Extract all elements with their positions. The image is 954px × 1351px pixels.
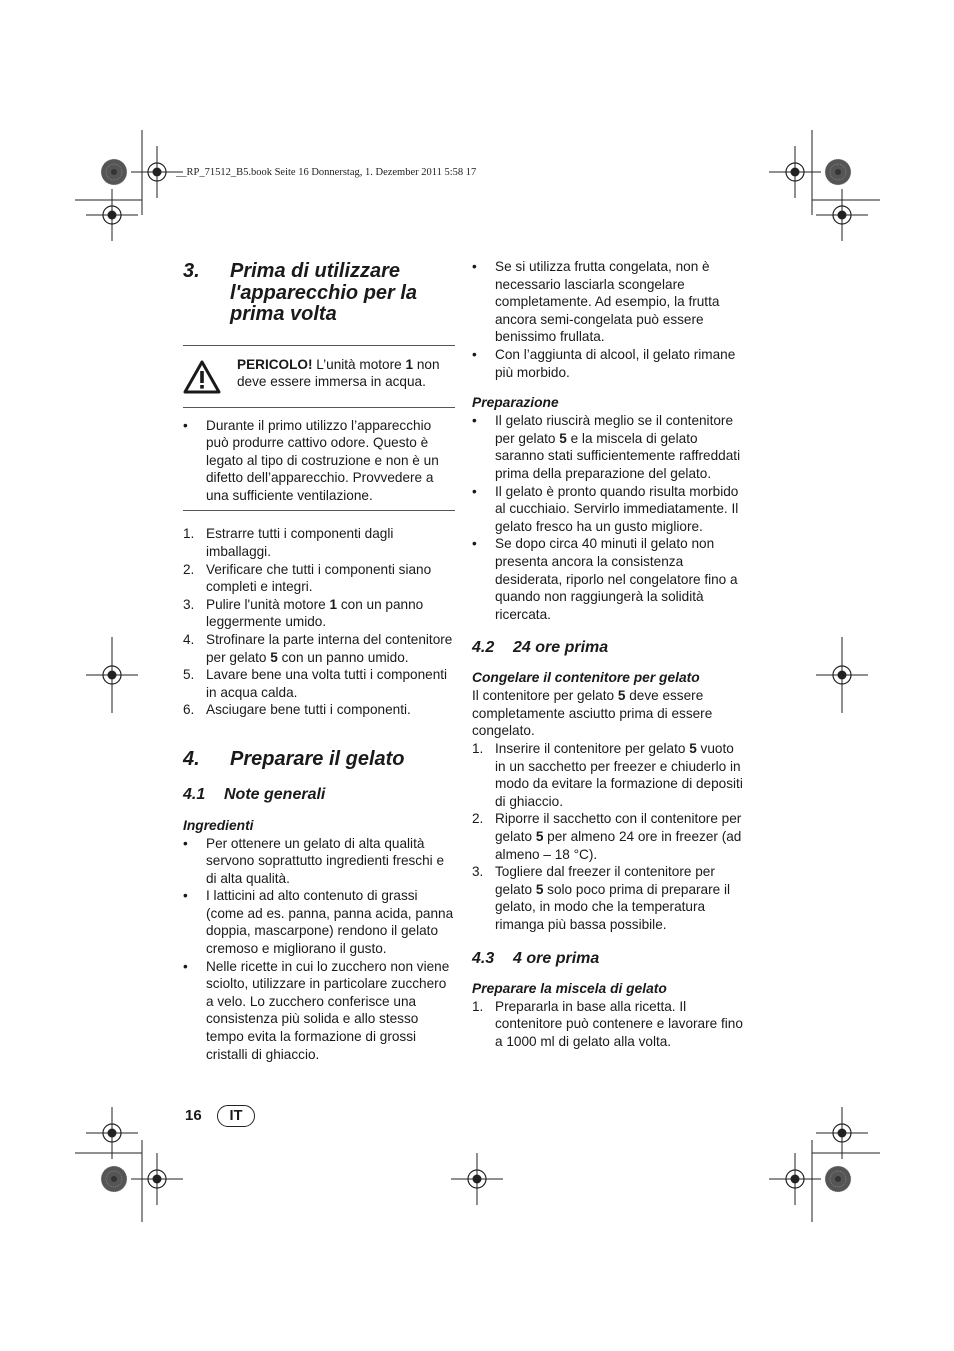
subsection-4-2-title: 24 ore prima	[513, 639, 609, 657]
unpacking-steps	[183, 525, 455, 719]
ingredients-list	[183, 835, 455, 1064]
freeze-container-heading: Congelare il contenitore per gelato	[472, 670, 700, 686]
section-4-heading	[183, 749, 455, 771]
list-item: 2. Verificare che tutti i componenti siano completi e integri.	[183, 561, 432, 595]
subsection-4-3-number: 4.3	[472, 949, 495, 967]
list-item: 5. Lavare bene una volta tutti i componenti in acqua calda.	[183, 667, 448, 700]
list-item: • Il gelato riuscirà meglio se il contenitore per gelato 5 e la miscela di gelato saranno stati sufficientemente raffreddati prima della preparazione del gelato.	[472, 413, 741, 481]
divider	[183, 510, 455, 511]
warning-part-number: 1	[405, 356, 414, 372]
section-3-number: 3.	[183, 260, 200, 282]
list-item: • Per ottenere un gelato di alta qualità servono soprattutto ingredienti freschi e di alta qualità.	[183, 835, 445, 886]
list-item: • Se dopo circa 40 minuti il gelato non presenta ancora la consistenza desiderata, riporlo nel congelatore fino a quando non raggiungerà la solidità ricercata.	[472, 536, 738, 622]
section-3-title: Prima di utilizzare l'apparecchio per la prima volta	[230, 260, 418, 325]
subsection-4-3-heading	[472, 949, 747, 969]
right-column	[472, 258, 747, 1050]
list-item: • Con l’aggiunta di alcool, il gelato rimane più morbido.	[472, 346, 736, 380]
subsection-4-1-number: 4.1	[183, 785, 206, 803]
divider	[183, 407, 455, 408]
freeze-steps	[472, 740, 747, 934]
section-3-heading	[183, 261, 455, 326]
left-column	[183, 258, 455, 1063]
list-item: • Il gelato è pronto quando risulta morbido al cucchiaio. Servirlo immediatamente. Il gelato fresco ha un gusto migliore.	[472, 483, 739, 534]
subsection-4-1-title: Note generali	[224, 785, 326, 803]
warning-text-post: non deve essere immersa in acqua.	[237, 356, 440, 390]
warning-label: PERICOLO!	[237, 356, 313, 372]
page-number: 16	[185, 1107, 202, 1124]
print-slug: __RP_71512_B5.book Seite 16 Donnerstag, 1. Dezember 2011 5:58 17	[176, 167, 477, 178]
list-item: • I latticini ad alto contenuto di grassi (come ad es. panna, panna acida, panna doppia, mascarpone) rendono il gelato cremoso e migliorano il gusto.	[183, 888, 454, 957]
list-item: 1. Inserire il contenitore per gelato 5 vuoto in un sacchetto per freezer e chiuderlo in modo da evitare la formazione di depositi di ghiaccio.	[472, 741, 743, 809]
list-item: • Durante il primo utilizzo l’apparecchio può produrre cattivo odore. Questo è legato al tipo di costruzione e non è un difetto dell’apparecchio. Provvedere a una sufficiente ventilazione.	[183, 417, 439, 503]
subsection-4-2-number: 4.2	[472, 639, 495, 657]
ingredients-list-continued	[472, 258, 747, 381]
prepare-mix-heading: Preparare la miscela di gelato	[472, 980, 667, 996]
preparation-heading: Preparazione	[472, 395, 559, 411]
first-use-notes	[183, 417, 455, 505]
list-item: • Nelle ricette in cui lo zucchero non viene sciolto, utilizzare in particolare zucchero a velo. Lo zucchero conferisce una consistenza più solida e allo stesso tempo evita la formazione di grossi cristalli di ghiaccio.	[183, 958, 450, 1062]
subsection-4-3-title: 4 ore prima	[513, 949, 600, 967]
subsection-4-2-heading	[472, 638, 747, 658]
list-item: 6. Asciugare bene tutti i componenti.	[183, 702, 411, 718]
list-item: 2. Riporre il sacchetto con il contenitore per gelato 5 per almeno 24 ore in freezer (ad almeno – 18 °C).	[472, 811, 742, 862]
list-item: 1. Estrarre tutti i componenti dagli imballaggi.	[183, 526, 394, 560]
divider	[183, 345, 455, 346]
list-item: • Se si utilizza frutta congelata, non è necessario lasciarla scongelare completamente. Ad esempio, la frutta ancora semi-congelata può essere benissimo frullata.	[472, 259, 720, 345]
list-item: 3. Pulire l'unità motore 1 con un panno leggermente umido.	[183, 596, 424, 630]
ingredients-heading: Ingredienti	[183, 817, 254, 833]
list-item: 1. Prepararla in base alla ricetta. Il contenitore può contenere e lavorare fino a 1000 ml di gelato alla volta.	[472, 998, 743, 1049]
prepare-mix-steps	[472, 998, 747, 1051]
list-item: 3. Togliere dal freezer il contenitore per gelato 5 solo poco prima di preparare il gelato, in modo che la temperatura rimanga più bassa possibile.	[472, 864, 731, 932]
danger-warning	[183, 356, 455, 394]
list-item: 4. Strofinare la parte interna del contenitore per gelato 5 con un panno umido.	[183, 632, 453, 665]
language-badge: IT	[217, 1105, 255, 1127]
warning-text-pre: L’unità motore	[312, 356, 406, 372]
warning-triangle-icon	[183, 360, 221, 394]
freeze-container-intro: Il contenitore per gelato 5 deve essere completamente asciutto prima di essere congelato.	[472, 688, 713, 739]
first-use-note: Durante il primo utilizzo l’apparecchio può produrre cattivo odore. Questo è legato al tipo di costruzione e non è un difetto dell’apparecchio. Provvedere a una sufficiente ventilazione.	[206, 417, 439, 503]
section-4-number: 4.	[183, 748, 200, 770]
section-4-title: Preparare il gelato	[230, 748, 405, 770]
subsection-4-1-heading	[183, 785, 455, 805]
preparation-list	[472, 412, 747, 623]
